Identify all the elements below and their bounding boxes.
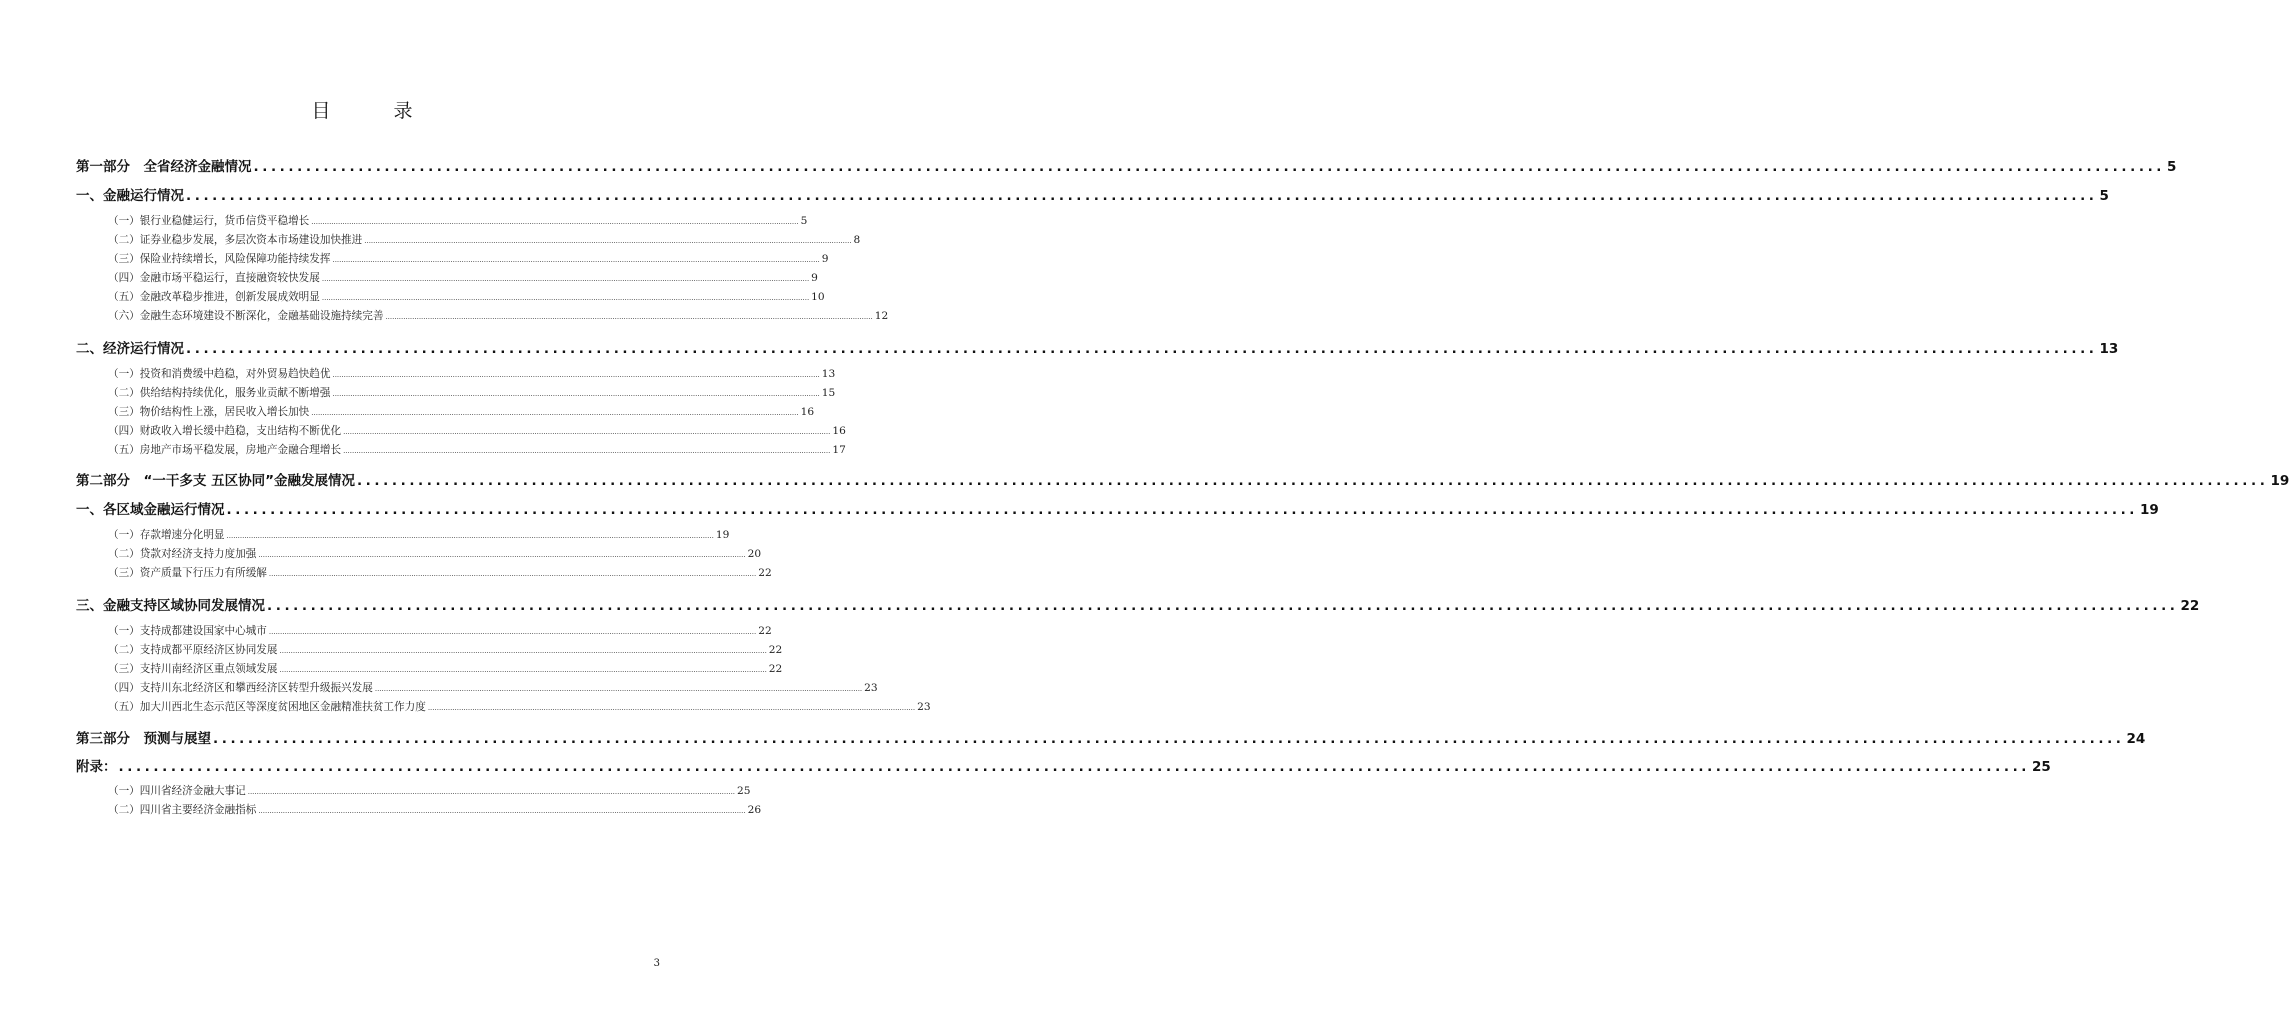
toc-entry-label: 一、各区域金融运行情况 (76, 502, 225, 518)
toc-page-number: 9 (811, 272, 818, 284)
toc-subsection-entry[interactable] (108, 213, 808, 228)
toc-entry-label: （二）贷款对经济支持力度加强 (108, 548, 257, 560)
toc-dot-leader: ........................................................................................................................................................................................................................... (332, 390, 820, 398)
toc-entry-label: 第二部分 “一干多支 五区协同”金融发展情况 (76, 473, 355, 489)
toc-dot-leader: ........................................................................................................................................................................................................................... (364, 237, 852, 245)
toc-section-entry[interactable] (76, 337, 2119, 357)
toc-page-number: 22 (2180, 598, 2200, 614)
toc-entry-label: （一）银行业稳健运行，货币信贷平稳增长 (108, 215, 310, 227)
toc-dot-leader: ........................................................................................................................................................................................................................... (267, 598, 2179, 614)
toc-entry-label: （三）保险业持续增长，风险保障功能持续发挥 (108, 253, 331, 265)
toc-entry-label: （一）四川省经济金融大事记 (108, 785, 246, 797)
toc-dot-leader: ........................................................................................................................................................................................................................... (311, 218, 799, 226)
toc-entry-label: （三）物价结构性上涨，居民收入增长加快 (108, 406, 310, 418)
toc-dot-leader: ........................................................................................................................................................................................................................... (258, 807, 746, 815)
toc-entry-label: （三）资产质量下行压力有所缓解 (108, 567, 267, 579)
toc-section-entry[interactable] (76, 155, 2177, 175)
toc-dot-leader: ........................................................................................................................................................................................................................... (385, 313, 873, 321)
toc-page-number: 20 (747, 548, 762, 560)
toc-dot-leader: ........................................................................................................................................................................................................................... (311, 409, 799, 417)
toc-page-number: 5 (800, 215, 808, 227)
toc-dot-leader: ........................................................................................................................................................................................................................... (258, 551, 746, 559)
page-title: 目 录 (311, 100, 435, 122)
toc-dot-leader: ........................................................................................................................................................................................................................... (356, 473, 2269, 489)
toc-entry-label: 第一部分 全省经济金融情况 (76, 159, 252, 175)
toc-dot-leader: ........................................................................................................................................................................................................................... (374, 685, 863, 693)
toc-page-number: 22 (758, 567, 772, 579)
toc-page-number: 8 (853, 234, 861, 246)
toc-subsection-entry[interactable] (108, 308, 889, 323)
toc-page-number: 25 (737, 785, 751, 797)
toc-subsection-entry[interactable] (108, 802, 762, 817)
toc-entry-label: （四）金融市场平稳运行，直接融资较快发展 (108, 272, 320, 284)
toc-page-number: 19 (2140, 502, 2159, 518)
toc-entry-label: （一）投资和消费缓中趋稳，对外贸易趋快趋优 (108, 368, 331, 380)
toc-section-entry[interactable] (76, 469, 2289, 489)
toc-page-number: 19 (715, 529, 730, 541)
toc-page-number: 12 (874, 310, 889, 322)
toc-page-number: 23 (864, 682, 878, 694)
toc-entry-label: （三）支持川南经济区重点领域发展 (108, 663, 278, 675)
toc-dot-leader: ........................................................................................................................................................................................................................... (279, 647, 767, 655)
toc-dot-leader: ........................................................................................................................................................................................................................... (247, 788, 736, 796)
toc-entry-label: （二）支持成都平原经济区协同发展 (108, 644, 278, 656)
toc-dot-leader: ........................................................................................................................................................................................................................... (321, 275, 810, 283)
toc-entry-label: （二）四川省主要经济金融指标 (108, 804, 257, 816)
toc-dot-leader: ........................................................................................................................................................................................................................... (186, 341, 2098, 357)
toc-dot-leader: ........................................................................................................................................................................................................................... (332, 371, 820, 379)
toc-entry-label: 一、金融运行情况 (76, 188, 184, 204)
toc-section-entry[interactable] (76, 498, 2159, 518)
toc-subsection-entry[interactable] (108, 680, 878, 695)
toc-entry-label: （二）证券业稳步发展，多层次资本市场建设加快推进 (108, 234, 363, 246)
toc-subsection-entry[interactable] (108, 565, 772, 580)
toc-subsection-entry[interactable] (108, 699, 931, 714)
toc-dot-leader: ........................................................................................................................................................................................................................... (343, 428, 831, 436)
toc-section-entry[interactable] (76, 184, 2109, 204)
toc-page-number: 15 (821, 387, 836, 399)
toc-dot-leader: ........................................................................................................................................................................................................................... (186, 188, 2098, 204)
toc-entry-label: （一）支持成都建设国家中心城市 (108, 625, 267, 637)
page-number: 3 (653, 958, 660, 969)
toc-page-number: 26 (747, 804, 762, 816)
toc-entry-label: 三、金融支持区域协同发展情况 (76, 598, 265, 614)
toc-dot-leader: ........................................................................................................................................................................................................................... (279, 666, 767, 674)
toc-dot-leader: ........................................................................................................................................................................................................................... (213, 731, 2125, 747)
toc-dot-leader: ........................................................................................................................................................................................................................... (268, 570, 757, 578)
toc-entry-label: （五）金融改革稳步推进，创新发展成效明显 (108, 291, 320, 303)
toc-entry-label: （五）加大川西北生态示范区等深度贫困地区金融精准扶贫工作力度 (108, 701, 426, 713)
toc-page-number: 22 (758, 625, 772, 637)
toc-subsection-entry[interactable] (108, 366, 836, 381)
toc-dot-leader: ........................................................................................................................................................................................................................... (226, 532, 714, 540)
toc-page-number: 16 (800, 406, 815, 418)
toc-dot-leader: ........................................................................................................................................................................................................................... (427, 704, 916, 712)
toc-subsection-entry[interactable] (108, 623, 772, 638)
toc-page-number: 13 (2099, 341, 2119, 357)
toc-subsection-entry[interactable] (108, 423, 846, 438)
toc-page-number: 17 (832, 444, 846, 456)
toc-section-entry[interactable] (76, 594, 2200, 614)
toc-subsection-entry[interactable] (108, 661, 783, 676)
toc-page-number: 5 (2167, 159, 2177, 175)
toc-subsection-entry[interactable] (108, 404, 815, 419)
toc-dot-leader: ........................................................................................................................................................................................................................... (268, 628, 757, 636)
toc-page-number: 9 (821, 253, 829, 265)
toc-page-number: 13 (821, 368, 836, 380)
toc-entry-label: 第三部分 预测与展望 (76, 731, 211, 747)
toc-subsection-entry[interactable] (108, 232, 861, 247)
toc-entry-label: 附录： (76, 759, 117, 775)
toc-subsection-entry[interactable] (108, 783, 751, 798)
toc-dot-leader: ........................................................................................................................................................................................................................... (253, 159, 2166, 175)
toc-dot-leader: ........................................................................................................................................................................................................................... (226, 502, 2139, 518)
toc-entry-label: （一）存款增速分化明显 (108, 529, 225, 541)
toc-dot-leader: ........................................................................................................................................................................................................................... (343, 447, 831, 455)
toc-page-number: 23 (917, 701, 931, 713)
toc-entry-label: （四）财政收入增长缓中趋稳，支出结构不断优化 (108, 425, 342, 437)
toc-subsection-entry[interactable] (108, 642, 783, 657)
toc-page-number: 10 (811, 291, 825, 303)
toc-entry-label: （五）房地产市场平稳发展，房地产金融合理增长 (108, 444, 342, 456)
toc-dot-leader: ........................................................................................................................................................................................................................... (321, 294, 810, 302)
toc-entry-label: 二、经济运行情况 (76, 341, 184, 357)
toc-entry-label: （六）金融生态环境建设不断深化，金融基础设施持续完善 (108, 310, 384, 322)
toc-subsection-entry[interactable] (108, 442, 846, 457)
toc-subsection-entry[interactable] (108, 289, 825, 304)
toc-entry-label: （二）供给结构持续优化，服务业贡献不断增强 (108, 387, 331, 399)
toc-dot-leader: ........................................................................................................................................................................................................................... (118, 759, 2031, 775)
toc-subsection-entry[interactable] (108, 546, 762, 561)
toc-page-number: 24 (2126, 731, 2146, 747)
toc-subsection-entry[interactable] (108, 527, 730, 542)
toc-page-number: 22 (768, 644, 783, 656)
toc-section-entry[interactable] (76, 755, 2051, 775)
toc-dot-leader: ........................................................................................................................................................................................................................... (332, 256, 820, 264)
toc-section-entry[interactable] (76, 727, 2146, 747)
toc-page-number: 5 (2099, 188, 2109, 204)
toc-page-number: 22 (768, 663, 783, 675)
toc-subsection-entry[interactable] (108, 251, 829, 266)
toc-subsection-entry[interactable] (108, 270, 818, 285)
toc-page-number: 25 (2032, 759, 2051, 775)
toc-page-number: 16 (832, 425, 846, 437)
toc-subsection-entry[interactable] (108, 385, 836, 400)
toc-entry-label: （四）支持川东北经济区和攀西经济区转型升级振兴发展 (108, 682, 373, 694)
toc-page-number: 19 (2270, 473, 2289, 489)
